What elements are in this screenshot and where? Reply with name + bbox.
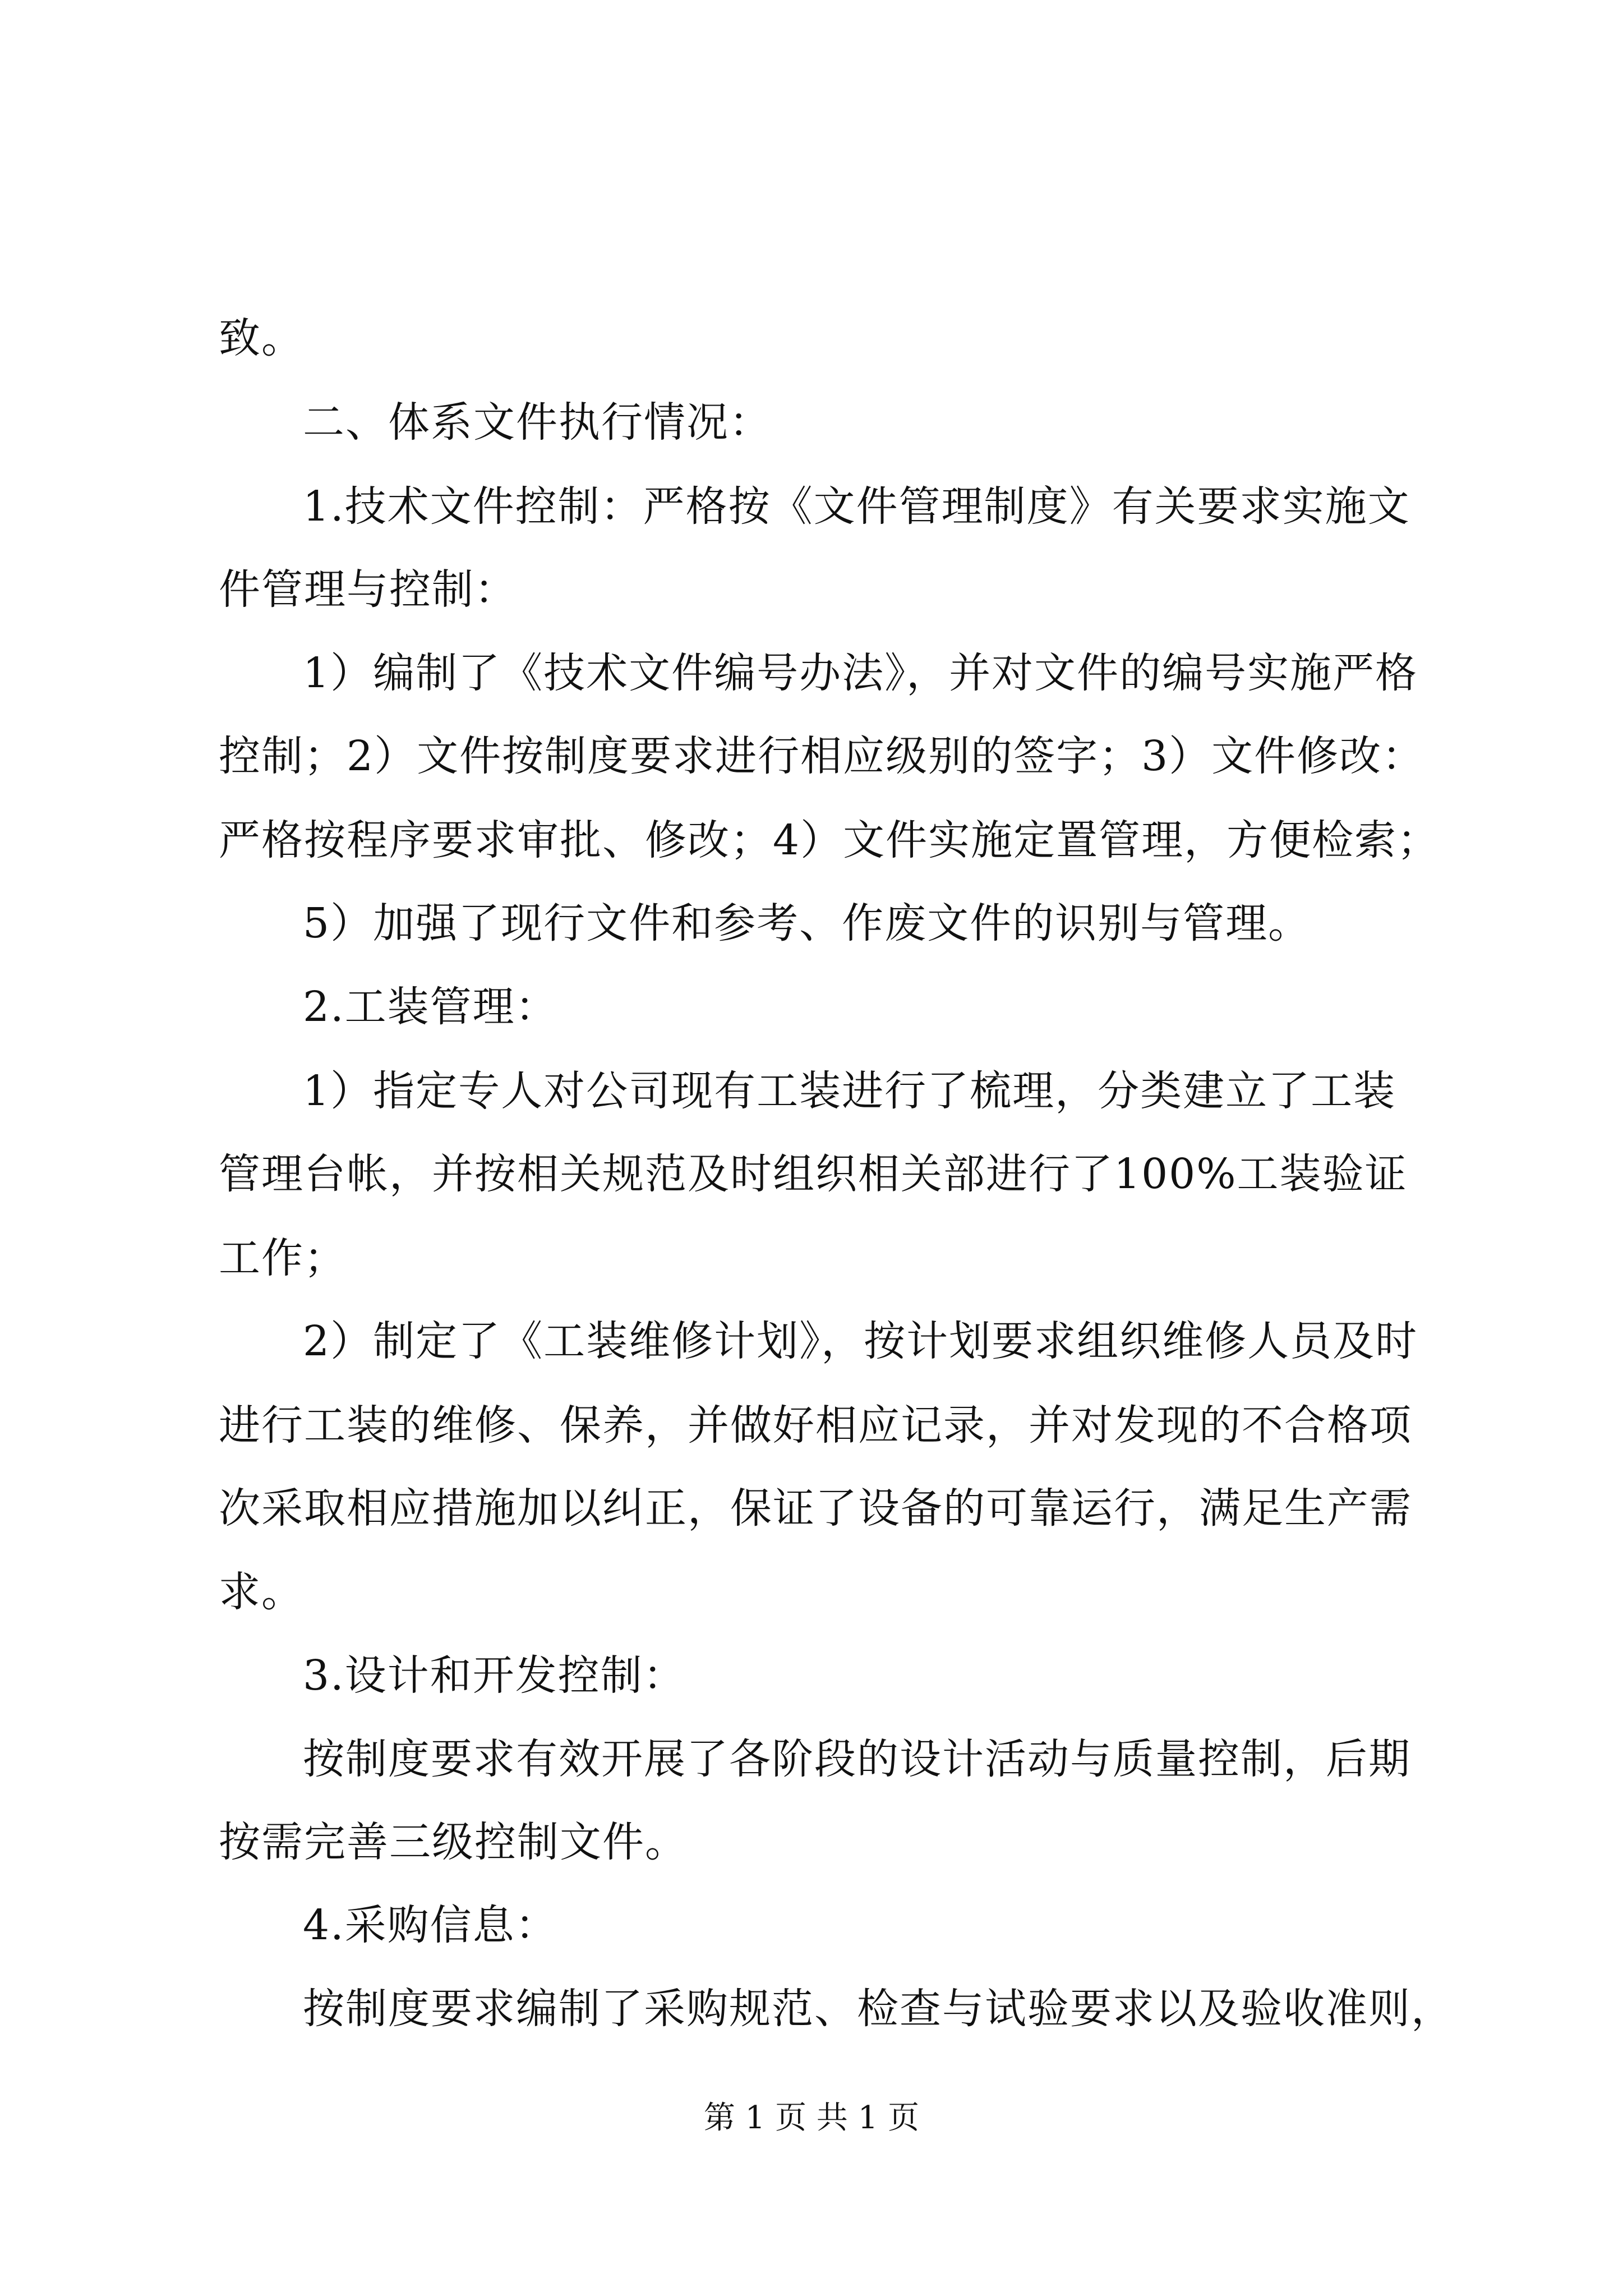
text-line: 严格按程序要求审批、修改；4）文件实施定置管理，方便检索； [219,816,1440,864]
text-line: 1）指定专人对公司现有工装进行了梳理，分类建立了工装 [303,1067,1396,1115]
text-line: 按制度要求有效开展了各阶段的设计活动与质量控制，后期 [303,1735,1411,1783]
text-line: 按需完善三级控制文件。 [219,1818,688,1866]
text-line: 2）制定了《工装维修计划》，按计划要求组织维修人员及时 [303,1317,1418,1365]
page-footer: 第 1 页 共 1 页 [703,2100,920,2136]
text-line: 1.技术文件控制：严格按《文件管理制度》有关要求实施文 [303,482,1410,531]
text-line: 致。 [219,314,304,362]
text-line: 次采取相应措施加以纠正，保证了设备的可靠运行，满足生产需 [219,1484,1412,1533]
text-line: 控制；2）文件按制度要求进行相应级别的签字；3）文件修改： [219,732,1425,780]
text-line: 2.工装管理： [303,983,558,1031]
text-line: 工作； [219,1234,347,1282]
text-line: 管理台帐，并按相关规范及时组织相关部进行了100%工装验证 [219,1150,1408,1198]
text-line: 求。 [219,1568,304,1616]
text-line: 按制度要求编制了采购规范、检查与试验要求以及验收准则， [303,1985,1454,2033]
text-line: 3.设计和开发控制： [303,1651,686,1700]
text-line: 4.采购信息： [303,1901,558,1949]
text-line: 1）编制了《技术文件编号办法》，并对文件的编号实施严格 [303,649,1418,697]
text-line: 件管理与控制： [219,565,517,614]
section-heading: 二、体系文件执行情况： [303,398,772,447]
text-line: 进行工装的维修、保养，并做好相应记录，并对发现的不合格项 [219,1401,1412,1450]
text-line: 5）加强了现行文件和参考、作废文件的识别与管理。 [303,899,1311,947]
